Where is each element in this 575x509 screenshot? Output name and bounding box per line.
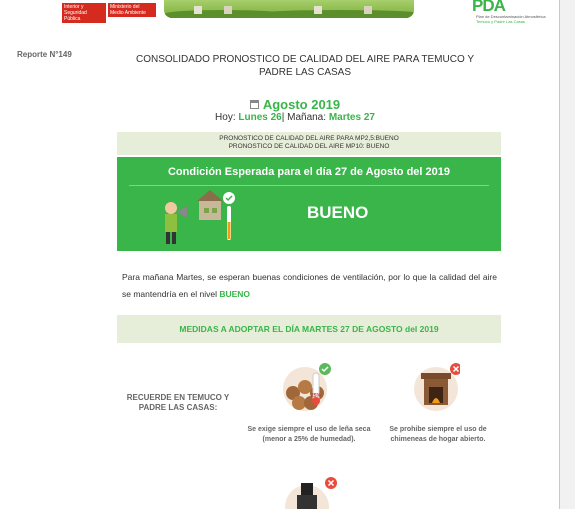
city-banner-image <box>164 0 414 18</box>
tomorrow-date: Martes 27 <box>328 112 375 123</box>
gov-ministry-interior: Interior y Seguridad Pública <box>62 3 106 23</box>
open-fireplace-icon <box>412 363 460 413</box>
condition-panel <box>117 157 501 251</box>
gov-ministry-environment: Ministerio del Medio Ambiente <box>108 3 156 17</box>
quality-level: BUENO <box>219 289 251 299</box>
month-label: Agosto 2019 <box>262 97 341 112</box>
report-month <box>230 97 360 112</box>
date-line: Hoy: Lunes 26| Mañana: Martes 27 <box>215 112 375 123</box>
remember-label: RECUERDE EN TEMUCO Y PADRE LAS CASAS: <box>126 393 230 412</box>
forecast-summary <box>117 132 501 155</box>
person-megaphone-house-illustration <box>157 188 237 246</box>
humidity-badge: 25% <box>311 393 322 399</box>
pda-logo: PDA Plan de Descontaminación Atmosférica Temuco y Padre Las Casas <box>472 0 546 24</box>
report-number: Reporte N°149 <box>17 50 72 59</box>
air-quality-status: BUENO <box>307 203 369 222</box>
today-date: Lunes 26 <box>238 112 282 123</box>
calendar-icon <box>250 100 259 109</box>
page-margin <box>560 0 575 509</box>
dry-firewood-icon <box>283 363 331 413</box>
forecast-mp10: PRONOSTICO DE CALIDAD DEL AIRE MP10: BUENO <box>228 143 390 150</box>
measure-no-open-fireplace: Se prohibe siempre el uso de chimeneas de hogar abierto. <box>389 426 487 443</box>
forecast-mp25: PRONOSTICO DE CALIDAD DEL AIRE PARA MP2,5:BUENO <box>219 135 399 142</box>
condition-title: Condición Esperada para el día 27 de Agosto del 2019 <box>167 166 450 178</box>
government-logo <box>58 0 158 22</box>
divider <box>129 185 489 186</box>
measures-title: MEDIDAS A ADOPTAR EL DÍA MARTES 27 DE AGOSTO del 2019 <box>117 315 501 343</box>
forecast-paragraph: Para mañana Martes, se esperan buenas condiciones de ventilación, por lo que la calidad del aire se mantendría en el nivel BUENO <box>122 272 497 299</box>
measure-dry-wood: Se exige siempre el uso de leña seca (menor a 25% de humedad). <box>247 426 371 443</box>
stove-icon <box>283 477 343 509</box>
report-title: CONSOLIDADO PRONOSTICO DE CALIDAD DEL AIRE PARA TEMUCO Y PADRE LAS CASAS <box>135 54 475 78</box>
